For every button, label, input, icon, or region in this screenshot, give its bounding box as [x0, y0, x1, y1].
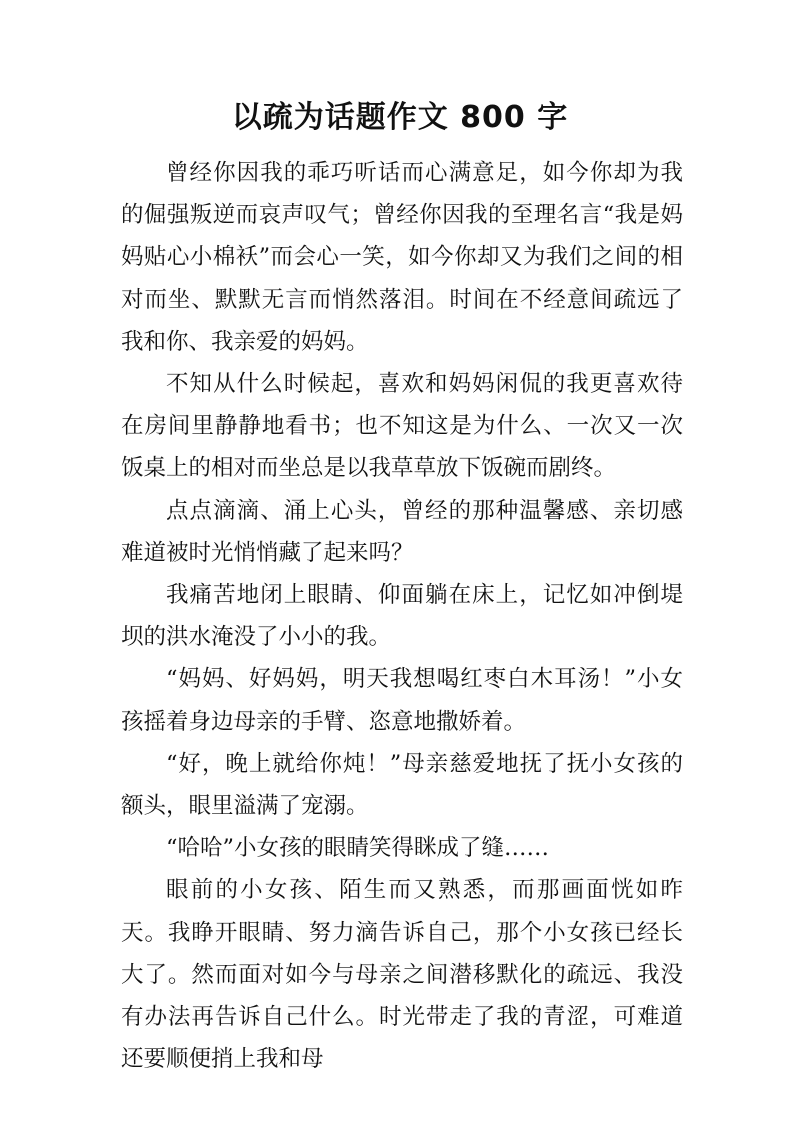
paragraph: 我痛苦地闭上眼睛、仰面躺在床上，记忆如冲倒堤坝的洪水淹没了小小的我。 — [121, 582, 683, 651]
document-title: 以疏为话题作文 800 字 — [231, 100, 569, 135]
paragraph: 点点滴滴、涌上心头，曾经的那种温馨感、亲切感难道被时光悄悄藏了起来吗？ — [121, 497, 683, 566]
paragraph: 不知从什么时候起，喜欢和妈妈闲侃的我更喜欢待在房间里静静地看书；也不知这是为什么、一次又一次饭桌上的相对而坐总是以我草草放下饭碗而剧终。 — [121, 371, 683, 482]
paragraph: “好，晚上就给你炖！”母亲慈爱地抚了抚小女孩的额头，眼里溢满了宠溺。 — [121, 750, 683, 820]
paragraph: “妈妈、好妈妈，明天我想喝红枣白木耳汤！”小女孩摇着身边母亲的手臂、恣意地撒娇着。 — [121, 666, 683, 735]
document-body — [121, 152, 683, 1080]
paragraph: “哈哈”小女孩的眼睛笑得眯成了缝…… — [166, 835, 550, 862]
paragraph: 眼前的小女孩、陌生而又熟悉，而那画面恍如昨天。我睁开眼睛、努力滴告诉自己，那个小女孩已经长大了。然而面对如今与母亲之间潜移默化的疏远、我没有办法再告诉自己什么。时光带走了我的青涩，可难道还要顺便捎上我和母 — [121, 877, 683, 1073]
paragraph: 曾经你因我的乖巧听话而心满意足，如今你却为我的倔强叛逆而哀声叹气；曾经你因我的至理名言“我是妈妈贴心小棉袄”而会心一笑，如今你却又为我们之间的相对而坐、默默无言而悄然落泪。时间在不经意间疏远了我和你、我亲爱的妈妈。 — [121, 160, 683, 355]
